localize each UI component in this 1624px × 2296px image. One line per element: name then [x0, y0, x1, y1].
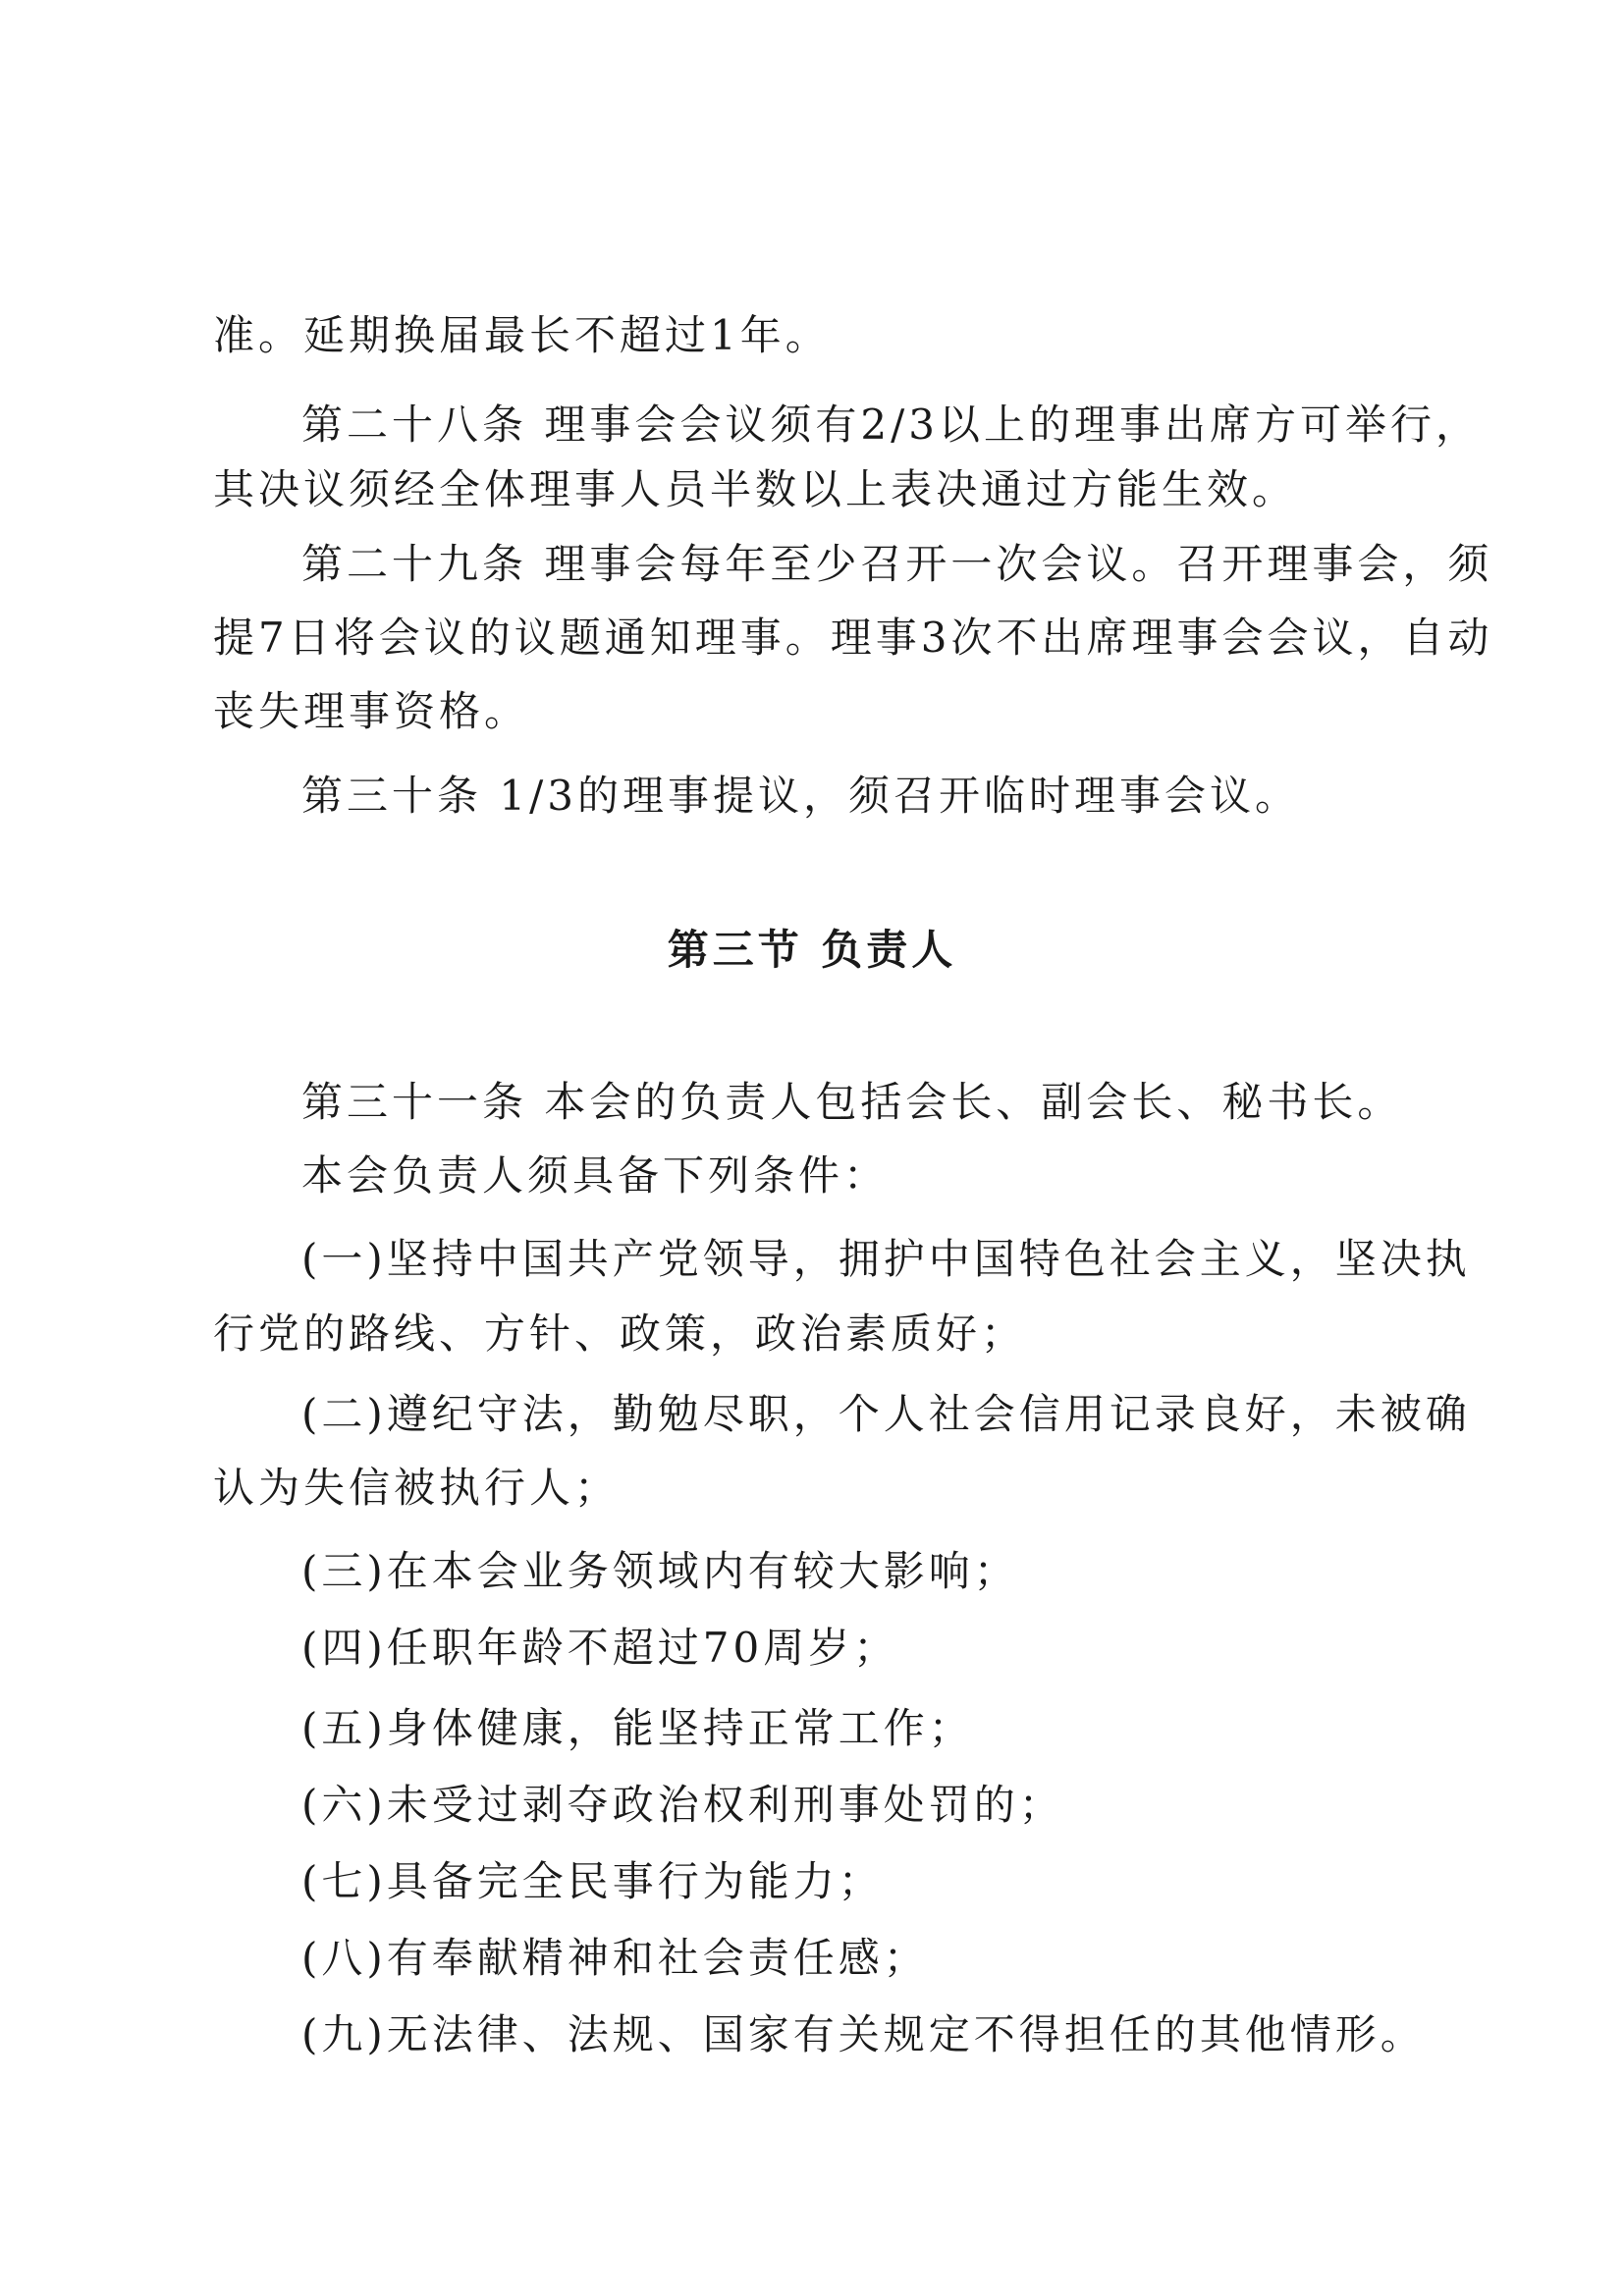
condition-4: (四)任职年龄不超过70周岁； — [301, 1624, 899, 1672]
section-heading: 第三节 负责人 — [667, 926, 957, 974]
condition-2-line-2: 认为失信被执行人； — [213, 1464, 621, 1512]
condition-1-line-1: (一)坚持中国共产党领导，拥护中国特色社会主义，坚决执 — [301, 1235, 1471, 1283]
conditions-intro: 本会负责人须具备下列条件： — [301, 1151, 890, 1200]
article-29-line-1: 第二十九条 理事会每年至少召开一次会议。召开理事会，须 — [301, 540, 1493, 588]
condition-6: (六)未受过剥夺政治权利刑事处罚的； — [301, 1781, 1064, 1829]
condition-8: (八)有奉献精神和社会责任感； — [301, 1934, 929, 1982]
condition-9: (九)无法律、法规、国家有关规定不得担任的其他情形。 — [301, 2010, 1426, 2058]
condition-2-line-1: (二)遵纪守法，勤勉尽职，个人社会信用记录良好，未被确 — [301, 1390, 1471, 1438]
article-30-line-1: 第三十条 1/3的理事提议，须召开临时理事会议。 — [301, 772, 1300, 820]
article-29-line-3: 丧失理事资格。 — [213, 687, 530, 735]
condition-7: (七)具备完全民事行为能力； — [301, 1857, 884, 1905]
condition-5: (五)身体健康，能坚持正常工作； — [301, 1704, 974, 1752]
article-31-line-1: 第三十一条 本会的负责人包括会长、副会长、秘书长。 — [301, 1078, 1403, 1126]
article-29-line-2: 提7日将会议的议题通知理事。理事3次不出席理事会会议，自动 — [213, 614, 1493, 662]
paragraph-line: 准。延期换届最长不超过1年。 — [213, 311, 831, 359]
condition-3: (三)在本会业务领域内有较大影响； — [301, 1547, 1019, 1595]
article-28-line-2: 其决议须经全体理事人员半数以上表决通过方能生效。 — [213, 465, 1298, 513]
condition-1-line-2: 行党的路线、方针、政策，政治素质好； — [213, 1309, 1027, 1358]
article-28-line-1: 第二十八条 理事会会议须有2/3以上的理事出席方可举行， — [301, 400, 1481, 449]
